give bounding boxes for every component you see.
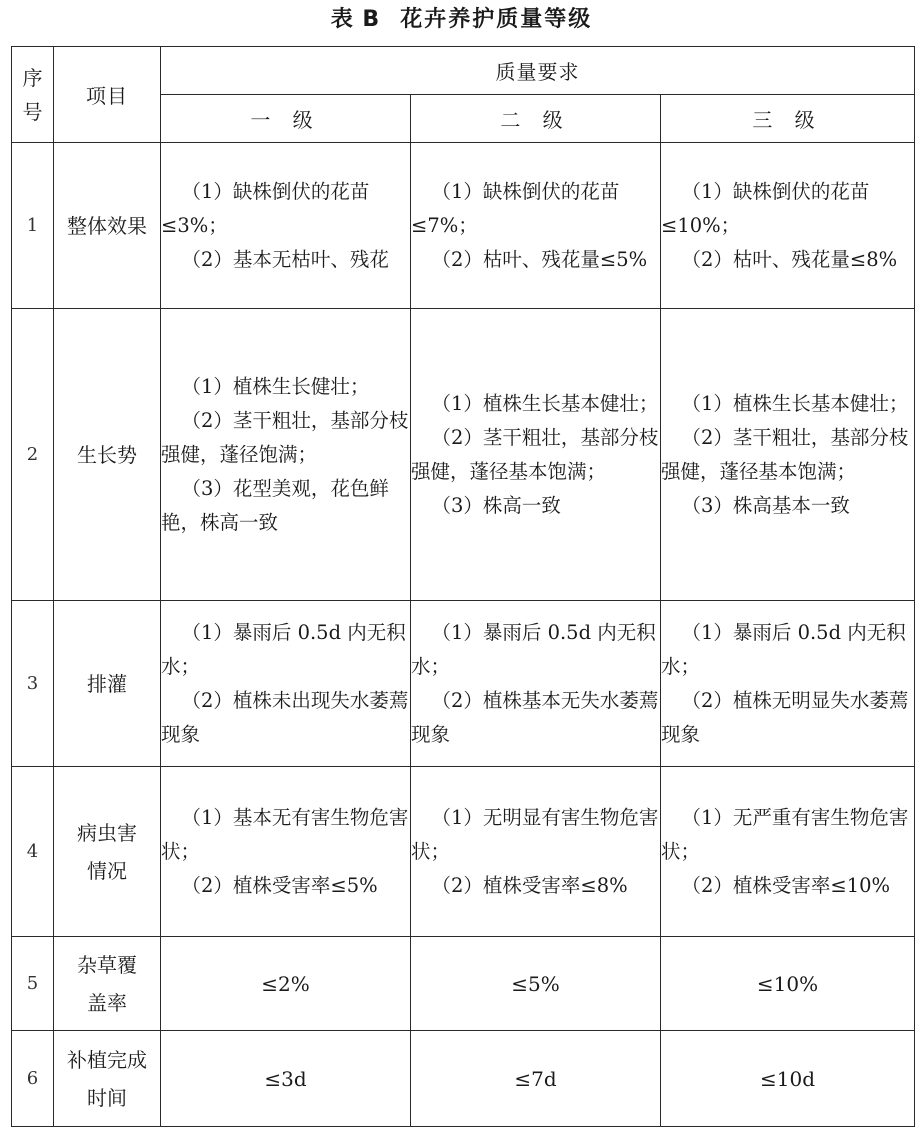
requirement-line: （3）株高一致 <box>431 493 561 517</box>
header-no-cell <box>12 47 54 143</box>
grade-3-requirement <box>661 143 915 309</box>
requirement-line: （1）缺株倒伏的花苗≤7%； <box>411 179 620 237</box>
grade-2-requirement <box>411 309 661 601</box>
header-grade-1: 一 级 <box>161 95 411 143</box>
requirement-line: （1）植株生长基本健壮； <box>431 391 659 415</box>
requirement-line: （2）植株基本无失水萎蔫现象 <box>411 688 659 746</box>
table-row <box>12 937 915 1031</box>
table-row <box>12 143 915 309</box>
row-number: 4 <box>12 767 54 937</box>
row-item-line: 情况 <box>87 858 127 883</box>
requirement-line: （2）植株受害率≤10% <box>681 873 891 897</box>
table-caption-number: 表 B <box>330 7 381 32</box>
row-item-line: 补植完成 <box>67 1047 147 1072</box>
grade-3-requirement: ≤10% <box>661 937 915 1031</box>
row-number: 1 <box>12 143 54 309</box>
requirement-line: （1）缺株倒伏的花苗≤10%； <box>661 179 870 237</box>
grade-1-requirement <box>161 143 411 309</box>
row-number: 5 <box>12 937 54 1031</box>
requirement-line: （1）缺株倒伏的花苗≤3%； <box>161 179 370 237</box>
row-number: 3 <box>12 601 54 767</box>
flower-maintenance-grade-table <box>11 46 915 1127</box>
requirement-line: （2）植株受害率≤8% <box>431 873 628 897</box>
requirement-line: （1）基本无有害生物危害状； <box>161 805 409 863</box>
requirement-line: （1）暴雨后 0.5d 内无积水； <box>411 620 656 678</box>
row-item-line: 盖率 <box>87 990 127 1015</box>
grade-2-requirement <box>411 767 661 937</box>
row-item <box>54 1031 161 1127</box>
row-item: 生长势 <box>54 309 161 601</box>
requirement-line: （2）茎干粗壮，基部分枝强健，蓬径饱满； <box>161 408 409 466</box>
requirement-line: （1）植株生长健壮； <box>181 374 370 398</box>
requirement-line: （1）无严重有害生物危害状； <box>661 805 909 863</box>
requirement-line: （2）茎干粗壮，基部分枝强健，蓬径基本饱满； <box>661 425 909 483</box>
row-number: 6 <box>12 1031 54 1127</box>
requirement-line: （3）花型美观，花色鲜艳，株高一致 <box>161 476 389 534</box>
grade-1-requirement <box>161 309 411 601</box>
requirement-line: （2）植株受害率≤5% <box>181 873 378 897</box>
row-item-line: 时间 <box>87 1085 127 1110</box>
requirement-line: （3）株高基本一致 <box>681 493 850 517</box>
row-item <box>54 937 161 1031</box>
table-caption-title: 花卉养护质量等级 <box>400 7 593 32</box>
grade-3-requirement: ≤10d <box>661 1031 915 1127</box>
row-item-line: 杂草覆 <box>77 952 137 977</box>
requirement-line: （1）无明显有害生物危害状； <box>411 805 659 863</box>
grade-1-requirement: ≤2% <box>161 937 411 1031</box>
requirement-line: （1）暴雨后 0.5d 内无积水； <box>161 620 406 678</box>
grade-3-requirement <box>661 767 915 937</box>
table-caption <box>0 6 923 34</box>
row-item: 排灌 <box>54 601 161 767</box>
requirement-line: （2）基本无枯叶、残花 <box>181 247 389 271</box>
grade-3-requirement <box>661 309 915 601</box>
requirement-line: （2）茎干粗壮，基部分枝强健，蓬径基本饱满； <box>411 425 659 483</box>
row-item <box>54 767 161 937</box>
grade-1-requirement <box>161 601 411 767</box>
header-item: 项目 <box>86 84 128 108</box>
header-quality: 质量要求 <box>495 60 580 84</box>
grade-2-requirement <box>411 143 661 309</box>
header-grade-2: 二 级 <box>411 95 661 143</box>
table-row <box>12 309 915 601</box>
header-grade-3: 三 级 <box>661 95 915 143</box>
table-row <box>12 1031 915 1127</box>
table-row <box>12 767 915 937</box>
row-number: 2 <box>12 309 54 601</box>
grade-1-requirement: ≤3d <box>161 1031 411 1127</box>
requirement-line: （2）枯叶、残花量≤5% <box>431 247 648 271</box>
requirement-line: （2）枯叶、残花量≤8% <box>681 247 898 271</box>
grade-2-requirement <box>411 601 661 767</box>
grade-2-requirement: ≤5% <box>411 937 661 1031</box>
requirement-line: （2）植株无明显失水萎蔫现象 <box>661 688 909 746</box>
grade-3-requirement <box>661 601 915 767</box>
header-item-cell <box>54 47 161 143</box>
header-quality-cell <box>161 47 915 95</box>
requirement-line: （2）植株未出现失水萎蔫现象 <box>161 688 409 746</box>
header-row-top <box>12 47 915 95</box>
grade-2-requirement: ≤7d <box>411 1031 661 1127</box>
row-item-line: 病虫害 <box>77 820 137 845</box>
row-item: 整体效果 <box>54 143 161 309</box>
requirement-line: （1）暴雨后 0.5d 内无积水； <box>661 620 906 678</box>
table-row <box>12 601 915 767</box>
header-no: 序 号 <box>22 65 43 124</box>
grade-1-requirement <box>161 767 411 937</box>
requirement-line: （1）植株生长基本健壮； <box>681 391 909 415</box>
